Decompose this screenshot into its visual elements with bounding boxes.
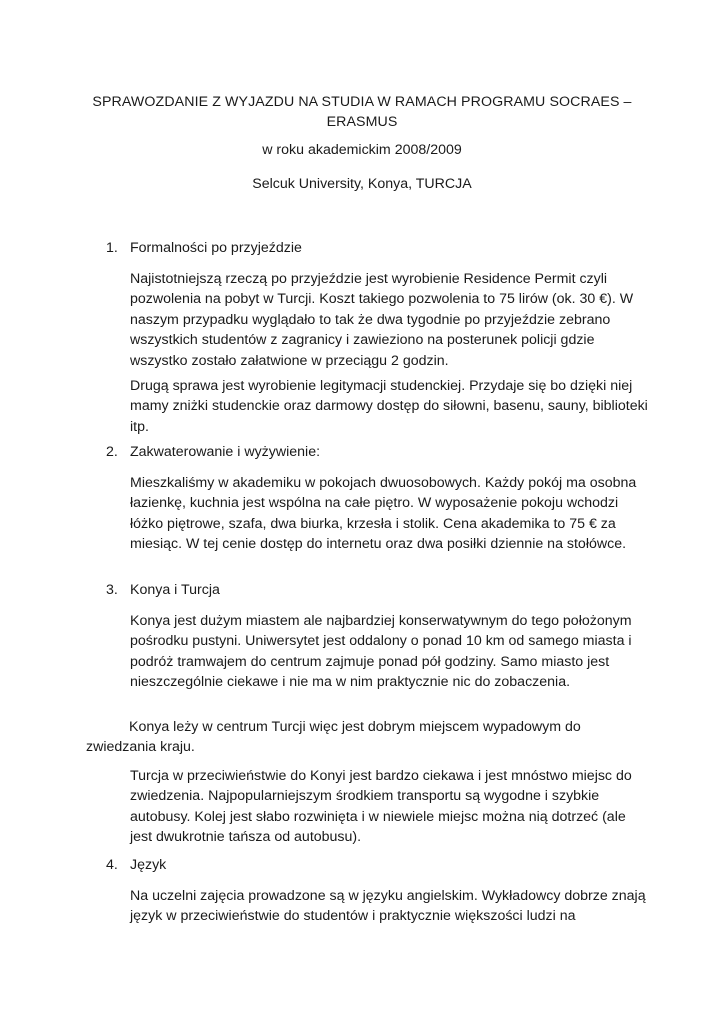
- section-heading-3: [106, 580, 220, 600]
- paragraph: Konya leży w centrum Turcji więc jest dobrym miejscem wypadowym do zwiedzania kraju.: [86, 719, 581, 756]
- academic-year: w roku akademickim 2008/2009: [262, 142, 462, 158]
- section-heading-2: [106, 442, 320, 462]
- section-number: 1.: [106, 240, 118, 256]
- section-number: 4.: [106, 857, 118, 873]
- paragraph: Na uczelni zajęcia prowadzone są w języku angielskim. Wykładowcy dobrze znają język w przeciwieństwie do studentów i praktycznie większości ludzi na: [130, 888, 646, 925]
- section-heading-1: [106, 238, 302, 258]
- paragraph: Konya jest dużym miastem ale najbardziej konserwatywnym do tego położonym pośrodku pustyni. Uniwersytet jest oddalony o ponad 10 km od samego miasta i podróż tramwajem do centrum zajmuje ponad pół godziny. Samo miasto jest nieszczególnie ciekawe i nie ma w nim praktycznie nic do zobaczenia.: [130, 613, 632, 691]
- section-number: 3.: [106, 582, 118, 598]
- section-title: Formalności po przyjeździe: [130, 240, 302, 256]
- section-number: 2.: [106, 444, 118, 460]
- document-title: SPRAWOZDANIE Z WYJAZDU NA STUDIA W RAMACH PROGRAMU SOCRAES – ERASMUS: [92, 94, 632, 130]
- paragraph: Mieszkaliśmy w akademiku w pokojach dwuosobowych. Każdy pokój ma osobna łazienkę, kuchnia jest wspólna na całe piętro. W wyposażenie pokoju wchodzi łóżko piętrowe, szafa, dwa biurka, krzesła i stolik. Cena akademika to 75 € za miesiąc. W tej cenie dostęp do internetu oraz dwa posiłki dziennie na stołówce.: [130, 475, 637, 553]
- university-name: Selcuk University, Konya, TURCJA: [252, 176, 472, 192]
- section-title: Język: [130, 857, 167, 873]
- section-title: Zakwaterowanie i wyżywienie:: [130, 444, 321, 460]
- paragraph: Drugą sprawa jest wyrobienie legitymacji studenckiej. Przydaje się bo dzięki niej mamy zniżki studenckie oraz darmowy dostęp do siłowni, basenu, sauny, biblioteki itp.: [130, 378, 648, 435]
- section-heading-4: [106, 855, 166, 875]
- paragraph: Turcja w przeciwieństwie do Konyi jest bardzo ciekawa i jest mnóstwo miejsc do zwiedzenia. Najpopularniejszym środkiem transportu są wygodne i szybkie autobusy. Kolej jest słabo rozwinięta i w niewiele miejsc można nią dotrzeć (ale jest dwukrotnie tańsza od autobusu).: [130, 768, 632, 846]
- paragraph: Najistotniejszą rzeczą po przyjeździe jest wyrobienie Residence Permit czyli pozwolenia na pobyt w Turcji. Koszt takiego pozwolenia to 75 lirów (ok. 30 €). W naszym przypadku wyglądało to tak że dwa tygodnie po przyjeździe zebrano wszystkich studentów z zagranicy i zawieziono na posterunek policji gdzie wszystko zostało załatwione w przeciągu 2 godzin.: [130, 271, 634, 369]
- section-title: Konya i Turcja: [130, 582, 220, 598]
